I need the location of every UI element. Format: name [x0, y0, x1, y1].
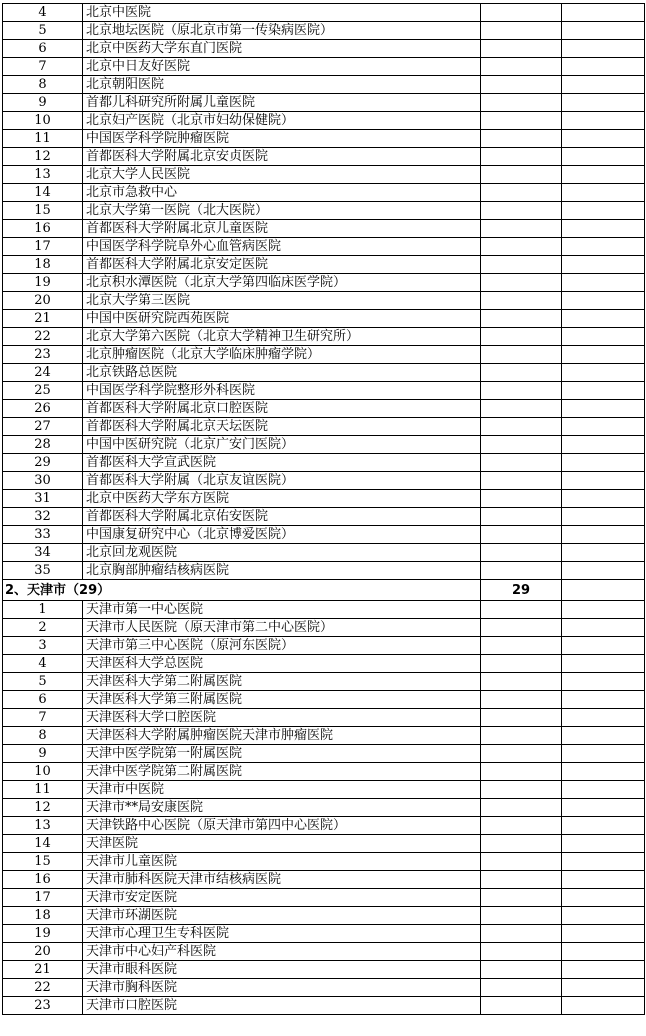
row-number: 27 [3, 418, 83, 436]
table-row [3, 328, 645, 346]
hospital-name: 天津市安定医院 [83, 889, 481, 907]
hospital-name: 天津市胸科医院 [83, 979, 481, 997]
blank-cell [481, 364, 562, 382]
blank-cell [562, 400, 645, 418]
row-number: 19 [3, 925, 83, 943]
hospital-name: 天津医科大学附属肿瘤医院天津市肿瘤医院 [83, 727, 481, 745]
row-number: 11 [3, 130, 83, 148]
blank-cell [481, 619, 562, 637]
row-number: 16 [3, 220, 83, 238]
row-number: 18 [3, 256, 83, 274]
row-number: 21 [3, 961, 83, 979]
table-row [3, 148, 645, 166]
blank-cell [562, 184, 645, 202]
blank-cell [562, 871, 645, 889]
table-row [3, 745, 645, 763]
hospital-name: 天津市心理卫生专科医院 [83, 925, 481, 943]
hospital-name: 首都医科大学附属北京安贞医院 [83, 148, 481, 166]
hospital-name: 首都儿科研究所附属儿童医院 [83, 94, 481, 112]
blank-cell [481, 961, 562, 979]
row-number: 19 [3, 274, 83, 292]
blank-cell [562, 274, 645, 292]
blank-cell [562, 94, 645, 112]
blank-cell [481, 454, 562, 472]
hospital-name: 北京市急救中心 [83, 184, 481, 202]
blank-cell [481, 400, 562, 418]
hospital-name: 天津医科大学总医院 [83, 655, 481, 673]
table-row [3, 94, 645, 112]
row-number: 12 [3, 799, 83, 817]
blank-cell [562, 346, 645, 364]
blank-cell [481, 94, 562, 112]
table-row [3, 709, 645, 727]
hospital-name: 首都医科大学附属北京佑安医院 [83, 508, 481, 526]
table-row [3, 562, 645, 580]
blank-cell [481, 40, 562, 58]
blank-cell [481, 184, 562, 202]
blank-cell [562, 148, 645, 166]
table-row [3, 853, 645, 871]
hospital-name: 天津市中心妇产科医院 [83, 943, 481, 961]
section-count: 29 [481, 580, 562, 601]
blank-cell [562, 4, 645, 22]
blank-cell [481, 166, 562, 184]
blank-cell [562, 490, 645, 508]
hospital-name: 天津医科大学口腔医院 [83, 709, 481, 727]
hospital-name: 首都医科大学附属北京天坛医院 [83, 418, 481, 436]
hospital-name: 北京朝阳医院 [83, 76, 481, 94]
hospital-name: 天津市口腔医院 [83, 997, 481, 1015]
hospital-table-body [3, 4, 645, 1015]
table-row [3, 40, 645, 58]
table-row [3, 871, 645, 889]
hospital-name: 北京肿瘤医院（北京大学临床肿瘤学院） [83, 346, 481, 364]
table-row [3, 202, 645, 220]
blank-cell [562, 292, 645, 310]
table-row [3, 184, 645, 202]
row-number: 12 [3, 148, 83, 166]
hospital-name: 北京中医院 [83, 4, 481, 22]
row-number: 1 [3, 601, 83, 619]
hospital-name: 天津市眼科医院 [83, 961, 481, 979]
hospital-name: 首都医科大学附属北京口腔医院 [83, 400, 481, 418]
row-number: 20 [3, 943, 83, 961]
hospital-name: 北京妇产医院（北京市妇幼保健院） [83, 112, 481, 130]
row-number: 16 [3, 871, 83, 889]
row-number: 15 [3, 202, 83, 220]
table-row [3, 907, 645, 925]
row-number: 9 [3, 745, 83, 763]
blank-cell [562, 655, 645, 673]
blank-cell [562, 979, 645, 997]
row-number: 22 [3, 979, 83, 997]
table-row [3, 58, 645, 76]
hospital-name: 天津市**局安康医院 [83, 799, 481, 817]
table-row [3, 637, 645, 655]
blank-cell [481, 889, 562, 907]
table-row [3, 763, 645, 781]
row-number: 5 [3, 673, 83, 691]
blank-cell [562, 925, 645, 943]
blank-cell [481, 130, 562, 148]
hospital-name: 北京大学第一医院（北大医院） [83, 202, 481, 220]
row-number: 23 [3, 346, 83, 364]
blank-cell [562, 580, 645, 601]
blank-cell [562, 745, 645, 763]
row-number: 32 [3, 508, 83, 526]
blank-cell [562, 562, 645, 580]
blank-cell [481, 997, 562, 1015]
hospital-name: 天津医科大学第三附属医院 [83, 691, 481, 709]
row-number: 31 [3, 490, 83, 508]
blank-cell [481, 112, 562, 130]
row-number: 17 [3, 238, 83, 256]
table-row [3, 544, 645, 562]
hospital-name: 北京大学人民医院 [83, 166, 481, 184]
blank-cell [481, 238, 562, 256]
row-number: 30 [3, 472, 83, 490]
row-number: 14 [3, 835, 83, 853]
table-row [3, 130, 645, 148]
table-row [3, 4, 645, 22]
blank-cell [562, 619, 645, 637]
blank-cell [481, 871, 562, 889]
row-number: 10 [3, 763, 83, 781]
blank-cell [562, 961, 645, 979]
table-row [3, 817, 645, 835]
blank-cell [562, 526, 645, 544]
table-row [3, 166, 645, 184]
blank-cell [562, 310, 645, 328]
hospital-name: 北京大学第三医院 [83, 292, 481, 310]
row-number: 2 [3, 619, 83, 637]
row-number: 6 [3, 691, 83, 709]
row-number: 11 [3, 781, 83, 799]
blank-cell [562, 673, 645, 691]
row-number: 3 [3, 637, 83, 655]
blank-cell [562, 709, 645, 727]
row-number: 6 [3, 40, 83, 58]
blank-cell [562, 76, 645, 94]
row-number: 20 [3, 292, 83, 310]
blank-cell [481, 526, 562, 544]
blank-cell [481, 907, 562, 925]
blank-cell [562, 22, 645, 40]
row-number: 4 [3, 655, 83, 673]
hospital-name: 首都医科大学附属北京安定医院 [83, 256, 481, 274]
blank-cell [481, 256, 562, 274]
blank-cell [481, 328, 562, 346]
table-row [3, 655, 645, 673]
blank-cell [481, 781, 562, 799]
blank-cell [562, 202, 645, 220]
blank-cell [481, 58, 562, 76]
hospital-name: 天津市人民医院（原天津市第二中心医院） [83, 619, 481, 637]
hospital-name: 天津中医学院第一附属医院 [83, 745, 481, 763]
blank-cell [562, 853, 645, 871]
row-number: 13 [3, 166, 83, 184]
table-row [3, 979, 645, 997]
hospital-name: 天津医科大学第二附属医院 [83, 673, 481, 691]
blank-cell [562, 943, 645, 961]
hospital-name: 北京回龙观医院 [83, 544, 481, 562]
row-number: 8 [3, 76, 83, 94]
table-row [3, 799, 645, 817]
hospital-name: 中国中医研究院（北京广安门医院） [83, 436, 481, 454]
hospital-name: 中国中医研究院西苑医院 [83, 310, 481, 328]
hospital-name: 天津市第一中心医院 [83, 601, 481, 619]
hospital-name: 北京铁路总医院 [83, 364, 481, 382]
blank-cell [481, 544, 562, 562]
blank-cell [481, 562, 562, 580]
blank-cell [481, 148, 562, 166]
blank-cell [481, 745, 562, 763]
blank-cell [481, 727, 562, 745]
blank-cell [562, 835, 645, 853]
hospital-name: 北京地坛医院（原北京市第一传染病医院） [83, 22, 481, 40]
blank-cell [481, 655, 562, 673]
blank-cell [562, 454, 645, 472]
table-row [3, 961, 645, 979]
table-row [3, 22, 645, 40]
hospital-name: 天津中医学院第二附属医院 [83, 763, 481, 781]
blank-cell [562, 601, 645, 619]
table-row [3, 310, 645, 328]
blank-cell [481, 220, 562, 238]
hospital-name: 中国医学科学院肿瘤医院 [83, 130, 481, 148]
table-row [3, 490, 645, 508]
hospital-name: 天津市肺科医院天津市结核病医院 [83, 871, 481, 889]
table-row [3, 472, 645, 490]
blank-cell [562, 763, 645, 781]
blank-cell [562, 382, 645, 400]
blank-cell [562, 907, 645, 925]
table-row [3, 943, 645, 961]
hospital-name: 北京中日友好医院 [83, 58, 481, 76]
table-row [3, 418, 645, 436]
row-number: 26 [3, 400, 83, 418]
blank-cell [562, 637, 645, 655]
hospital-name: 天津医院 [83, 835, 481, 853]
section-header-tianjin [3, 580, 645, 601]
blank-cell [481, 835, 562, 853]
blank-cell [481, 673, 562, 691]
row-number: 7 [3, 58, 83, 76]
blank-cell [562, 817, 645, 835]
hospital-name: 首都医科大学宣武医院 [83, 454, 481, 472]
hospital-name: 首都医科大学附属（北京友谊医院） [83, 472, 481, 490]
blank-cell [562, 508, 645, 526]
blank-cell [481, 292, 562, 310]
blank-cell [481, 508, 562, 526]
table-row [3, 673, 645, 691]
blank-cell [562, 112, 645, 130]
row-number: 18 [3, 907, 83, 925]
blank-cell [481, 691, 562, 709]
row-number: 13 [3, 817, 83, 835]
blank-cell [562, 472, 645, 490]
blank-cell [481, 76, 562, 94]
table-row [3, 382, 645, 400]
table-row [3, 364, 645, 382]
row-number: 8 [3, 727, 83, 745]
table-row [3, 346, 645, 364]
blank-cell [562, 997, 645, 1015]
blank-cell [562, 58, 645, 76]
blank-cell [481, 436, 562, 454]
blank-cell [562, 364, 645, 382]
table-row [3, 436, 645, 454]
table-row [3, 256, 645, 274]
blank-cell [481, 853, 562, 871]
blank-cell [481, 925, 562, 943]
table-row [3, 727, 645, 745]
hospital-name: 北京积水潭医院（北京大学第四临床医学院） [83, 274, 481, 292]
blank-cell [481, 601, 562, 619]
row-number: 34 [3, 544, 83, 562]
row-number: 5 [3, 22, 83, 40]
table-row [3, 997, 645, 1015]
hospital-name: 天津市环湖医院 [83, 907, 481, 925]
hospital-name: 中国医学科学院阜外心血管病医院 [83, 238, 481, 256]
table-row [3, 292, 645, 310]
table-row [3, 400, 645, 418]
row-number: 35 [3, 562, 83, 580]
row-number: 14 [3, 184, 83, 202]
hospital-name: 天津市儿童医院 [83, 853, 481, 871]
blank-cell [562, 727, 645, 745]
blank-cell [481, 4, 562, 22]
hospital-name: 北京胸部肿瘤结核病医院 [83, 562, 481, 580]
row-number: 15 [3, 853, 83, 871]
hospital-name: 天津市第三中心医院（原河东医院） [83, 637, 481, 655]
hospital-table [2, 3, 645, 1015]
blank-cell [562, 256, 645, 274]
table-row [3, 76, 645, 94]
hospital-name: 首都医科大学附属北京儿童医院 [83, 220, 481, 238]
row-number: 28 [3, 436, 83, 454]
blank-cell [481, 490, 562, 508]
blank-cell [481, 346, 562, 364]
hospital-name: 天津铁路中心医院（原天津市第四中心医院） [83, 817, 481, 835]
table-row [3, 619, 645, 637]
section-title: 2、天津市（29） [3, 580, 481, 601]
blank-cell [481, 310, 562, 328]
row-number: 7 [3, 709, 83, 727]
blank-cell [562, 238, 645, 256]
table-row [3, 508, 645, 526]
blank-cell [481, 637, 562, 655]
blank-cell [481, 763, 562, 781]
table-row [3, 112, 645, 130]
row-number: 29 [3, 454, 83, 472]
blank-cell [562, 220, 645, 238]
table-row [3, 238, 645, 256]
row-number: 25 [3, 382, 83, 400]
row-number: 33 [3, 526, 83, 544]
row-number: 21 [3, 310, 83, 328]
table-row [3, 691, 645, 709]
blank-cell [562, 544, 645, 562]
blank-cell [481, 472, 562, 490]
table-row [3, 889, 645, 907]
table-row [3, 454, 645, 472]
blank-cell [481, 817, 562, 835]
table-row [3, 925, 645, 943]
table-row [3, 781, 645, 799]
row-number: 24 [3, 364, 83, 382]
table-row [3, 220, 645, 238]
blank-cell [562, 130, 645, 148]
blank-cell [481, 22, 562, 40]
hospital-name: 中国康复研究中心（北京博爱医院） [83, 526, 481, 544]
blank-cell [481, 979, 562, 997]
blank-cell [562, 889, 645, 907]
table-row [3, 601, 645, 619]
table-row [3, 274, 645, 292]
blank-cell [562, 328, 645, 346]
row-number: 23 [3, 997, 83, 1015]
hospital-name: 天津市中医院 [83, 781, 481, 799]
blank-cell [481, 382, 562, 400]
hospital-name: 北京中医药大学东直门医院 [83, 40, 481, 58]
table-row [3, 835, 645, 853]
blank-cell [481, 418, 562, 436]
blank-cell [481, 799, 562, 817]
blank-cell [562, 436, 645, 454]
blank-cell [562, 40, 645, 58]
blank-cell [562, 166, 645, 184]
blank-cell [562, 781, 645, 799]
table-row [3, 526, 645, 544]
blank-cell [481, 709, 562, 727]
hospital-name: 北京大学第六医院（北京大学精神卫生研究所） [83, 328, 481, 346]
hospital-name: 北京中医药大学东方医院 [83, 490, 481, 508]
row-number: 9 [3, 94, 83, 112]
row-number: 17 [3, 889, 83, 907]
hospital-name: 中国医学科学院整形外科医院 [83, 382, 481, 400]
row-number: 22 [3, 328, 83, 346]
blank-cell [481, 274, 562, 292]
blank-cell [481, 943, 562, 961]
blank-cell [562, 418, 645, 436]
row-number: 4 [3, 4, 83, 22]
blank-cell [562, 799, 645, 817]
blank-cell [562, 691, 645, 709]
blank-cell [481, 202, 562, 220]
row-number: 10 [3, 112, 83, 130]
